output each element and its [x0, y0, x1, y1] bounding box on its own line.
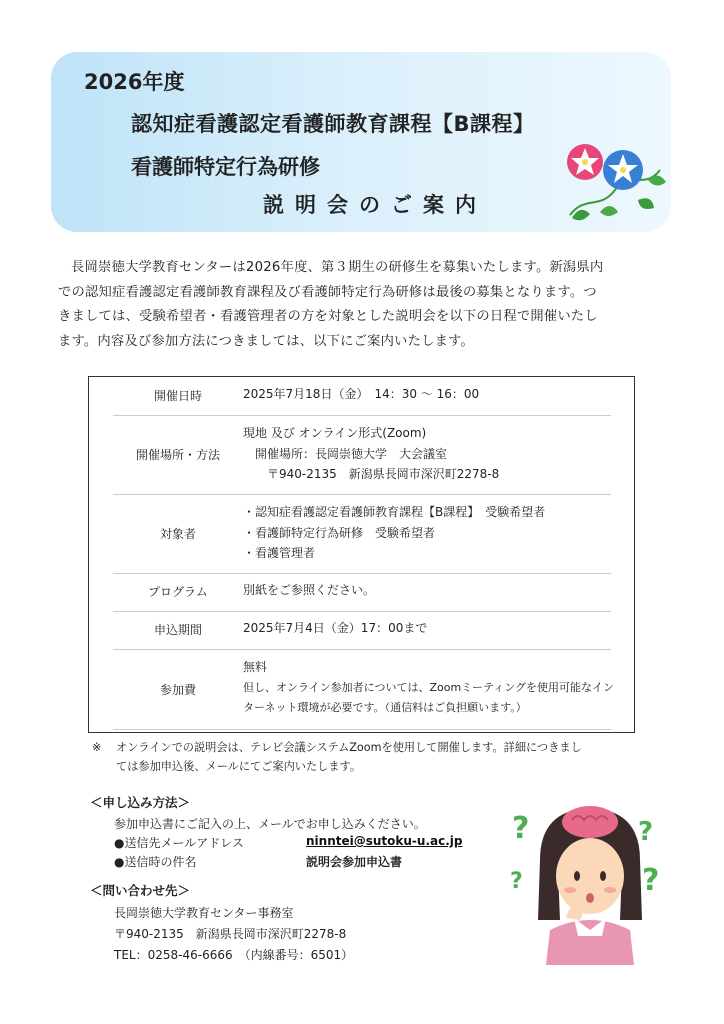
- contact-name: 長岡崇徳大学教育センター事務室: [114, 906, 294, 920]
- note-text: ては参加申込後、メールにてご案内いたします。: [116, 760, 362, 773]
- svg-text:?: ?: [638, 817, 654, 847]
- detail-label: 申込期間: [153, 623, 202, 637]
- svg-text:?: ?: [642, 863, 660, 898]
- intro-line: 長岡崇徳大学教育センターは2026年度、第３期生の研修生を募集いたします。新潟県内: [71, 260, 604, 275]
- svg-text:?: ?: [512, 811, 530, 846]
- title-year: 2026年度: [84, 70, 185, 94]
- svg-text:?: ?: [510, 869, 523, 894]
- detail-value: [243, 580, 613, 601]
- morning-glory-illustration: [560, 140, 670, 225]
- title-briefing: 説明会のご案内: [263, 193, 487, 217]
- detail-value: [243, 618, 613, 639]
- detail-value: [243, 423, 613, 485]
- event-details-box: [88, 376, 635, 733]
- contact-heading: ＜問い合わせ先＞: [90, 883, 191, 898]
- contact-address: 〒940-2135 新潟県長岡市深沢町2278-8: [114, 927, 347, 941]
- detail-row-date: [113, 377, 611, 416]
- intro-line: での認知症看護認定看護師教育課程及び看護師特定行為研修は最後の募集となります。つ: [58, 284, 597, 300]
- detail-label: プログラム: [148, 585, 208, 599]
- confused-person-illustration: [510, 790, 670, 965]
- subject-label: ●送信時の件名: [114, 855, 197, 869]
- detail-text: ・認知症看護認定看護師教育課程【B課程】 受験希望者: [243, 505, 546, 519]
- detail-text: ・看護管理者: [243, 546, 316, 560]
- intro-line: きましては、受験希望者・看護管理者の方を対象とした説明会を以下の日程で開催いたし: [58, 309, 598, 325]
- detail-row-program: [113, 573, 611, 612]
- detail-text: 現地 及び オンライン形式(Zoom): [243, 426, 427, 440]
- title-course: 認知症看護認定看護師教育課程【B課程】: [131, 112, 535, 136]
- detail-label: 参加費: [159, 683, 196, 697]
- detail-row-fee: [113, 649, 615, 730]
- detail-text: 開催場所：長岡崇徳大学 大会議室: [243, 446, 448, 461]
- intro-paragraph: [58, 256, 668, 355]
- detail-row-venue: [113, 415, 611, 495]
- note-text: オンラインでの説明会は、テレビ会議システムZoomを使用して開催します。詳細につきまし: [116, 741, 582, 754]
- detail-row-target: [113, 494, 611, 574]
- contact-tel: TEL：0258-46-6666 （内線番号：6501）: [114, 948, 354, 962]
- detail-label: 対象者: [159, 527, 196, 541]
- detail-text: 2025年7月4日（金）17：00まで: [243, 621, 428, 635]
- detail-text: ・看護師特定行為研修 受験希望者: [243, 525, 436, 540]
- detail-value: [243, 657, 613, 719]
- email-label: ●送信先メールアドレス: [114, 836, 244, 850]
- note-mark: ※: [92, 741, 102, 754]
- detail-label: 開催日時: [153, 389, 202, 403]
- detail-value: [243, 384, 613, 405]
- detail-label: 開催場所・方法: [135, 448, 220, 462]
- intro-line: ます。内容及び参加方法につきましては、以下にご案内いたします。: [58, 334, 475, 350]
- email-link[interactable]: ninntei@sutoku-u.ac.jp: [306, 834, 463, 848]
- detail-value: [243, 502, 613, 564]
- subject-value: 説明会参加申込書: [306, 855, 403, 869]
- detail-text: 但し、オンライン参加者については、Zoomミーティングを使用可能なイン: [243, 680, 615, 694]
- detail-text: ターネット環境が必要です。（通信料はご負担願います。）: [243, 701, 527, 714]
- detail-text: 別紙をご参照ください。: [243, 583, 376, 597]
- detail-text: 無料: [243, 660, 268, 674]
- title-training: 看護師特定行為研修: [131, 155, 320, 179]
- apply-heading: ＜申し込み方法＞: [90, 795, 191, 810]
- detail-text: 2025年7月18日（金） 14：30 ～ 16：00: [243, 387, 480, 401]
- detail-text: 〒940-2135 新潟県長岡市深沢町2278-8: [243, 467, 500, 481]
- apply-intro: 参加申込書にご記入の上、メールでお申し込みください。: [114, 817, 426, 831]
- detail-row-period: [113, 611, 611, 650]
